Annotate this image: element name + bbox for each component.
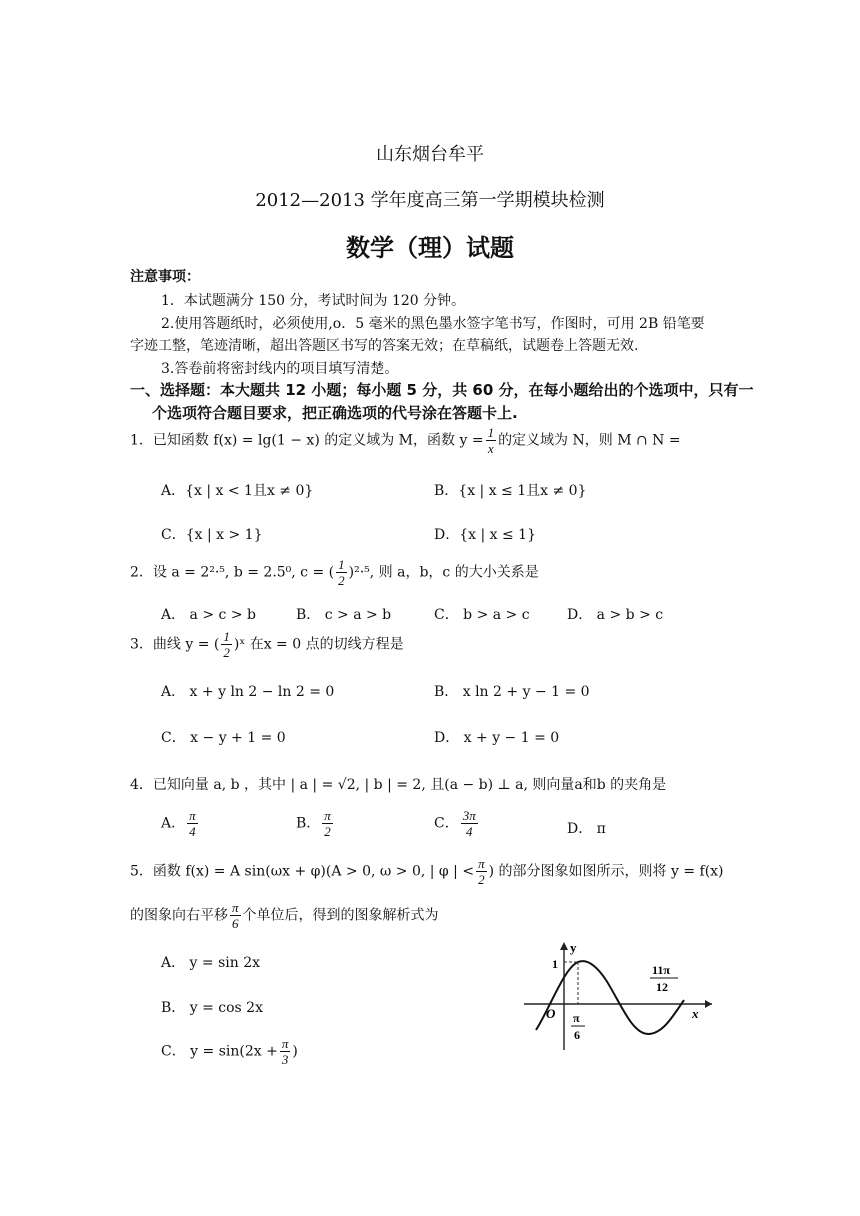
- section-1-instructions-continued: 个选项符合题目要求，把正确选项的代号涂在答题卡上.: [152, 404, 518, 422]
- exam-subtitle: 2012—2013 学年度高三第一学期模块检测: [255, 190, 605, 211]
- y-axis-label: y: [570, 940, 577, 955]
- notes-heading: 注意事项：: [130, 269, 200, 285]
- note-2-continued: 字迹工整，笔迹清晰，超出答题区书写的答案无效；在草稿纸，试题卷上答题无效.: [130, 338, 639, 354]
- x-axis-label: x: [692, 1006, 699, 1021]
- q4-option-b: B． $\frac{\pi}{2}$: [296, 808, 331, 839]
- q2-option-b: B． c > a > b: [296, 607, 392, 623]
- q3-option-c: C． x − y + 1 = 0: [161, 730, 286, 746]
- q5-option-c: C． y = sin(2x + $\frac{\pi}{3}$ ): [161, 1036, 298, 1067]
- q5-option-a: A． y = sin 2x: [161, 955, 261, 971]
- question-5-stem: 5．函数 f(x) = A sin(ωx + φ)(A > 0, ω > 0, | φ | < $\frac{\pi}{2}$ ) 的部分图象如图所示，则将 y = f(x): [130, 856, 724, 887]
- fraction: $\frac{\pi}{2}$: [478, 856, 485, 887]
- fraction: $\frac{1}{x}$: [487, 425, 495, 456]
- note-2: 2.使用答题纸时，必须使用,o．5 毫米的黑色墨水签字笔书写，作图时，可用 2B 铅笔要: [161, 316, 705, 332]
- q3-option-a: A． x + y ln 2 − ln 2 = 0: [161, 684, 335, 700]
- section-1-instructions: 一、选择题：本大题共 12 小题；每小题 5 分，共 60 分，在每小题给出的个选项中，只有一: [130, 381, 754, 399]
- y-axis-arrow-icon: [560, 942, 568, 950]
- region-heading: 山东烟台牟平: [376, 144, 484, 165]
- q3-option-b: B． x ln 2 + y − 1 = 0: [434, 684, 590, 700]
- sine-graph-figure: [516, 938, 716, 1056]
- q1-option-d: D．{x | x ≤ 1}: [434, 527, 536, 543]
- question-1-stem: 1．已知函数 f(x) = lg(1 − x) 的定义域为 M，函数 y = $\frac{1}{x}$ 的定义域为 N，则 M ∩ N =: [130, 425, 681, 456]
- q4-option-d: D． π: [567, 821, 606, 837]
- q4-option-a: A． $\frac{\pi}{4}$: [161, 808, 196, 839]
- fraction: $\frac{1}{2}$: [223, 629, 230, 660]
- question-3-stem: 3．曲线 y = ( $\frac{1}{2}$ )ˣ 在x = 0 点的切线方程是: [130, 629, 404, 660]
- question-4-stem: 4．已知向量 a, b ，其中 | a | = √2, | b | = 2, 且(a − b) ⊥ a, 则向量a和b 的夹角是: [130, 777, 667, 793]
- q5-option-b: B． y = cos 2x: [161, 1000, 263, 1016]
- q1-option-b: B．{x | x ≤ 1且x ≠ 0}: [434, 483, 587, 499]
- note-3: 3.答卷前将密封线内的项目填写清楚。: [161, 361, 399, 377]
- q1-option-a: A．{x | x < 1且x ≠ 0}: [161, 483, 314, 499]
- twelve-label: 12: [656, 980, 668, 994]
- question-5-stem-continued: 的图象向右平移 $\frac{\pi}{6}$ 个单位后，得到的图象解析式为: [130, 900, 439, 931]
- eleven-pi-label: 11π: [652, 963, 670, 977]
- pi-label: π: [573, 1011, 580, 1025]
- fraction: $\frac{\pi}{6}$: [232, 900, 239, 931]
- q4-option-c: C． $\frac{3\pi}{4}$: [434, 808, 476, 839]
- x-axis-arrow-icon: [705, 1000, 712, 1008]
- q1-option-c: C．{x | x > 1}: [161, 527, 263, 543]
- note-1: 1．本试题满分 150 分，考试时间为 120 分钟。: [161, 293, 466, 309]
- origin-label: O: [546, 1006, 556, 1021]
- question-2-stem: 2．设 a = 2²·⁵, b = 2.5⁰, c = ( $\frac{1}{2}$ )²·⁵, 则 a，b，c 的大小关系是: [130, 557, 539, 588]
- q2-option-d: D． a > b > c: [567, 607, 664, 623]
- six-label: 6: [574, 1028, 580, 1042]
- tick-one-label: 1: [552, 957, 558, 971]
- q2-option-a: A． a > c > b: [161, 607, 256, 623]
- q3-option-d: D． x + y − 1 = 0: [434, 730, 560, 746]
- exam-title: 数学（理）试题: [346, 234, 514, 262]
- q2-option-c: C． b > a > c: [434, 607, 530, 623]
- fraction: $\frac{1}{2}$: [338, 557, 345, 588]
